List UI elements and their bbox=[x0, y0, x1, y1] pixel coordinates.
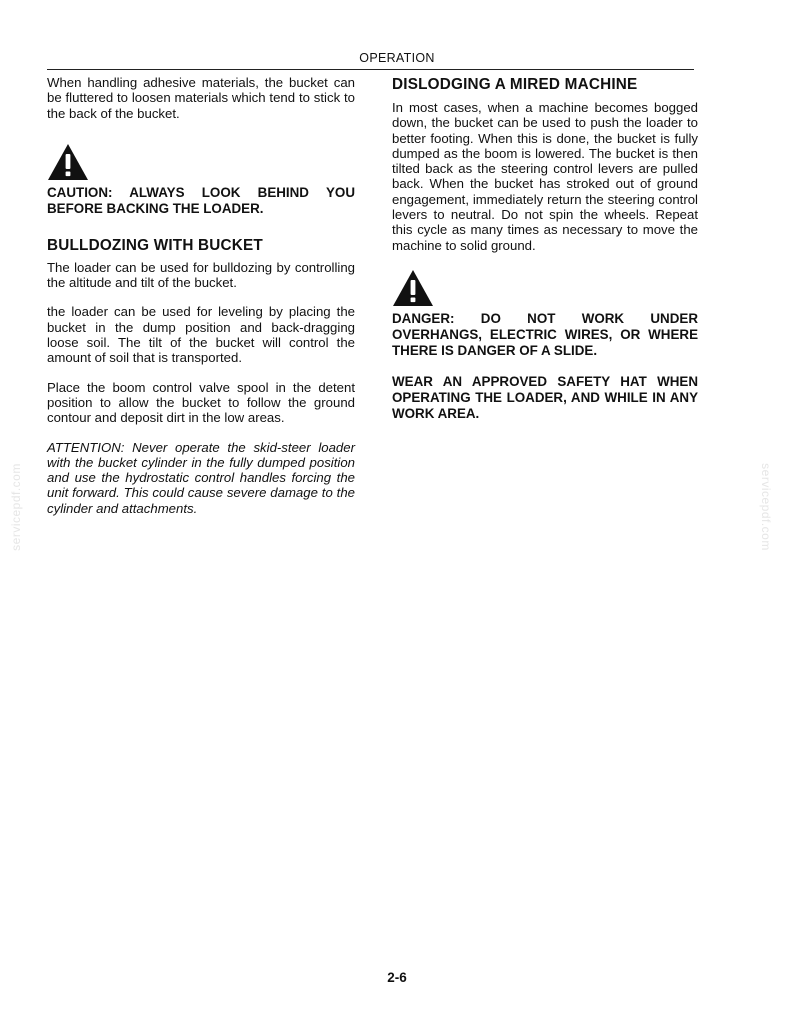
header-rule bbox=[47, 69, 694, 70]
mired-machine-paragraph: In most cases, when a machine becomes bogged down, the bucket can be used to push the loader to better footing. When this is done, the bucket is fully dumped as the boom is lowered. The bucket is then tilted back as the steering control levers are pulled back. When the bucket has stroked out of ground engagement, immediately return the steering control levers to neutral. Do not spin the wheels. Repeat this cycle as many times as necessary to move the machine to solid ground. bbox=[392, 100, 698, 253]
adhesive-paragraph: When handling adhesive materials, the bucket can be fluttered to loosen materials which tend to stick to the back of the bucket. bbox=[47, 75, 355, 121]
attention-note: ATTENTION: Never operate the skid-steer loader with the bucket cylinder in the fully dumped position and use the hydrostatic control handles forcing the unit forward. This could cause severe damage to the cylinder and attachments. bbox=[47, 439, 355, 516]
page-number: 2-6 bbox=[387, 970, 407, 985]
safety-hat-warning: WEAR AN APPROVED SAFETY HAT WHEN OPERATING THE LOADER, AND WHILE IN ANY WORK AREA. bbox=[392, 373, 698, 421]
bulldozing-paragraph: The loader can be used for bulldozing by controlling the altitude and tilt of the bucket. bbox=[47, 259, 355, 291]
caution-warning: CAUTION: ALWAYS LOOK BEHIND YOU BEFORE BACKING THE LOADER. bbox=[47, 184, 355, 216]
mired-machine-heading: DISLODGING A MIRED MACHINE bbox=[392, 76, 638, 93]
detent-paragraph: Place the boom control valve spool in the detent position to allow the bucket to follow the ground contour and deposit dirt in the low areas. bbox=[47, 379, 355, 426]
page-header: OPERATION bbox=[359, 51, 435, 65]
bulldozing-heading: BULLDOZING WITH BUCKET bbox=[47, 236, 263, 254]
right-column bbox=[392, 75, 698, 422]
left-column bbox=[47, 75, 355, 516]
watermark-right: servicepdf.com bbox=[758, 463, 773, 551]
warning-triangle-icon bbox=[47, 143, 89, 181]
watermark-left: servicepdf.com bbox=[8, 463, 23, 551]
warning-triangle-icon bbox=[392, 269, 434, 307]
danger-warning: DANGER: DO NOT WORK UNDER OVERHANGS, ELECTRIC WIRES, OR WHERE THERE IS DANGER OF A SLIDE. bbox=[392, 310, 698, 358]
leveling-paragraph: the loader can be used for leveling by placing the bucket in the dump position and back-dragging loose soil. The tilt of the bucket will control the amount of soil that is transported. bbox=[47, 304, 355, 366]
